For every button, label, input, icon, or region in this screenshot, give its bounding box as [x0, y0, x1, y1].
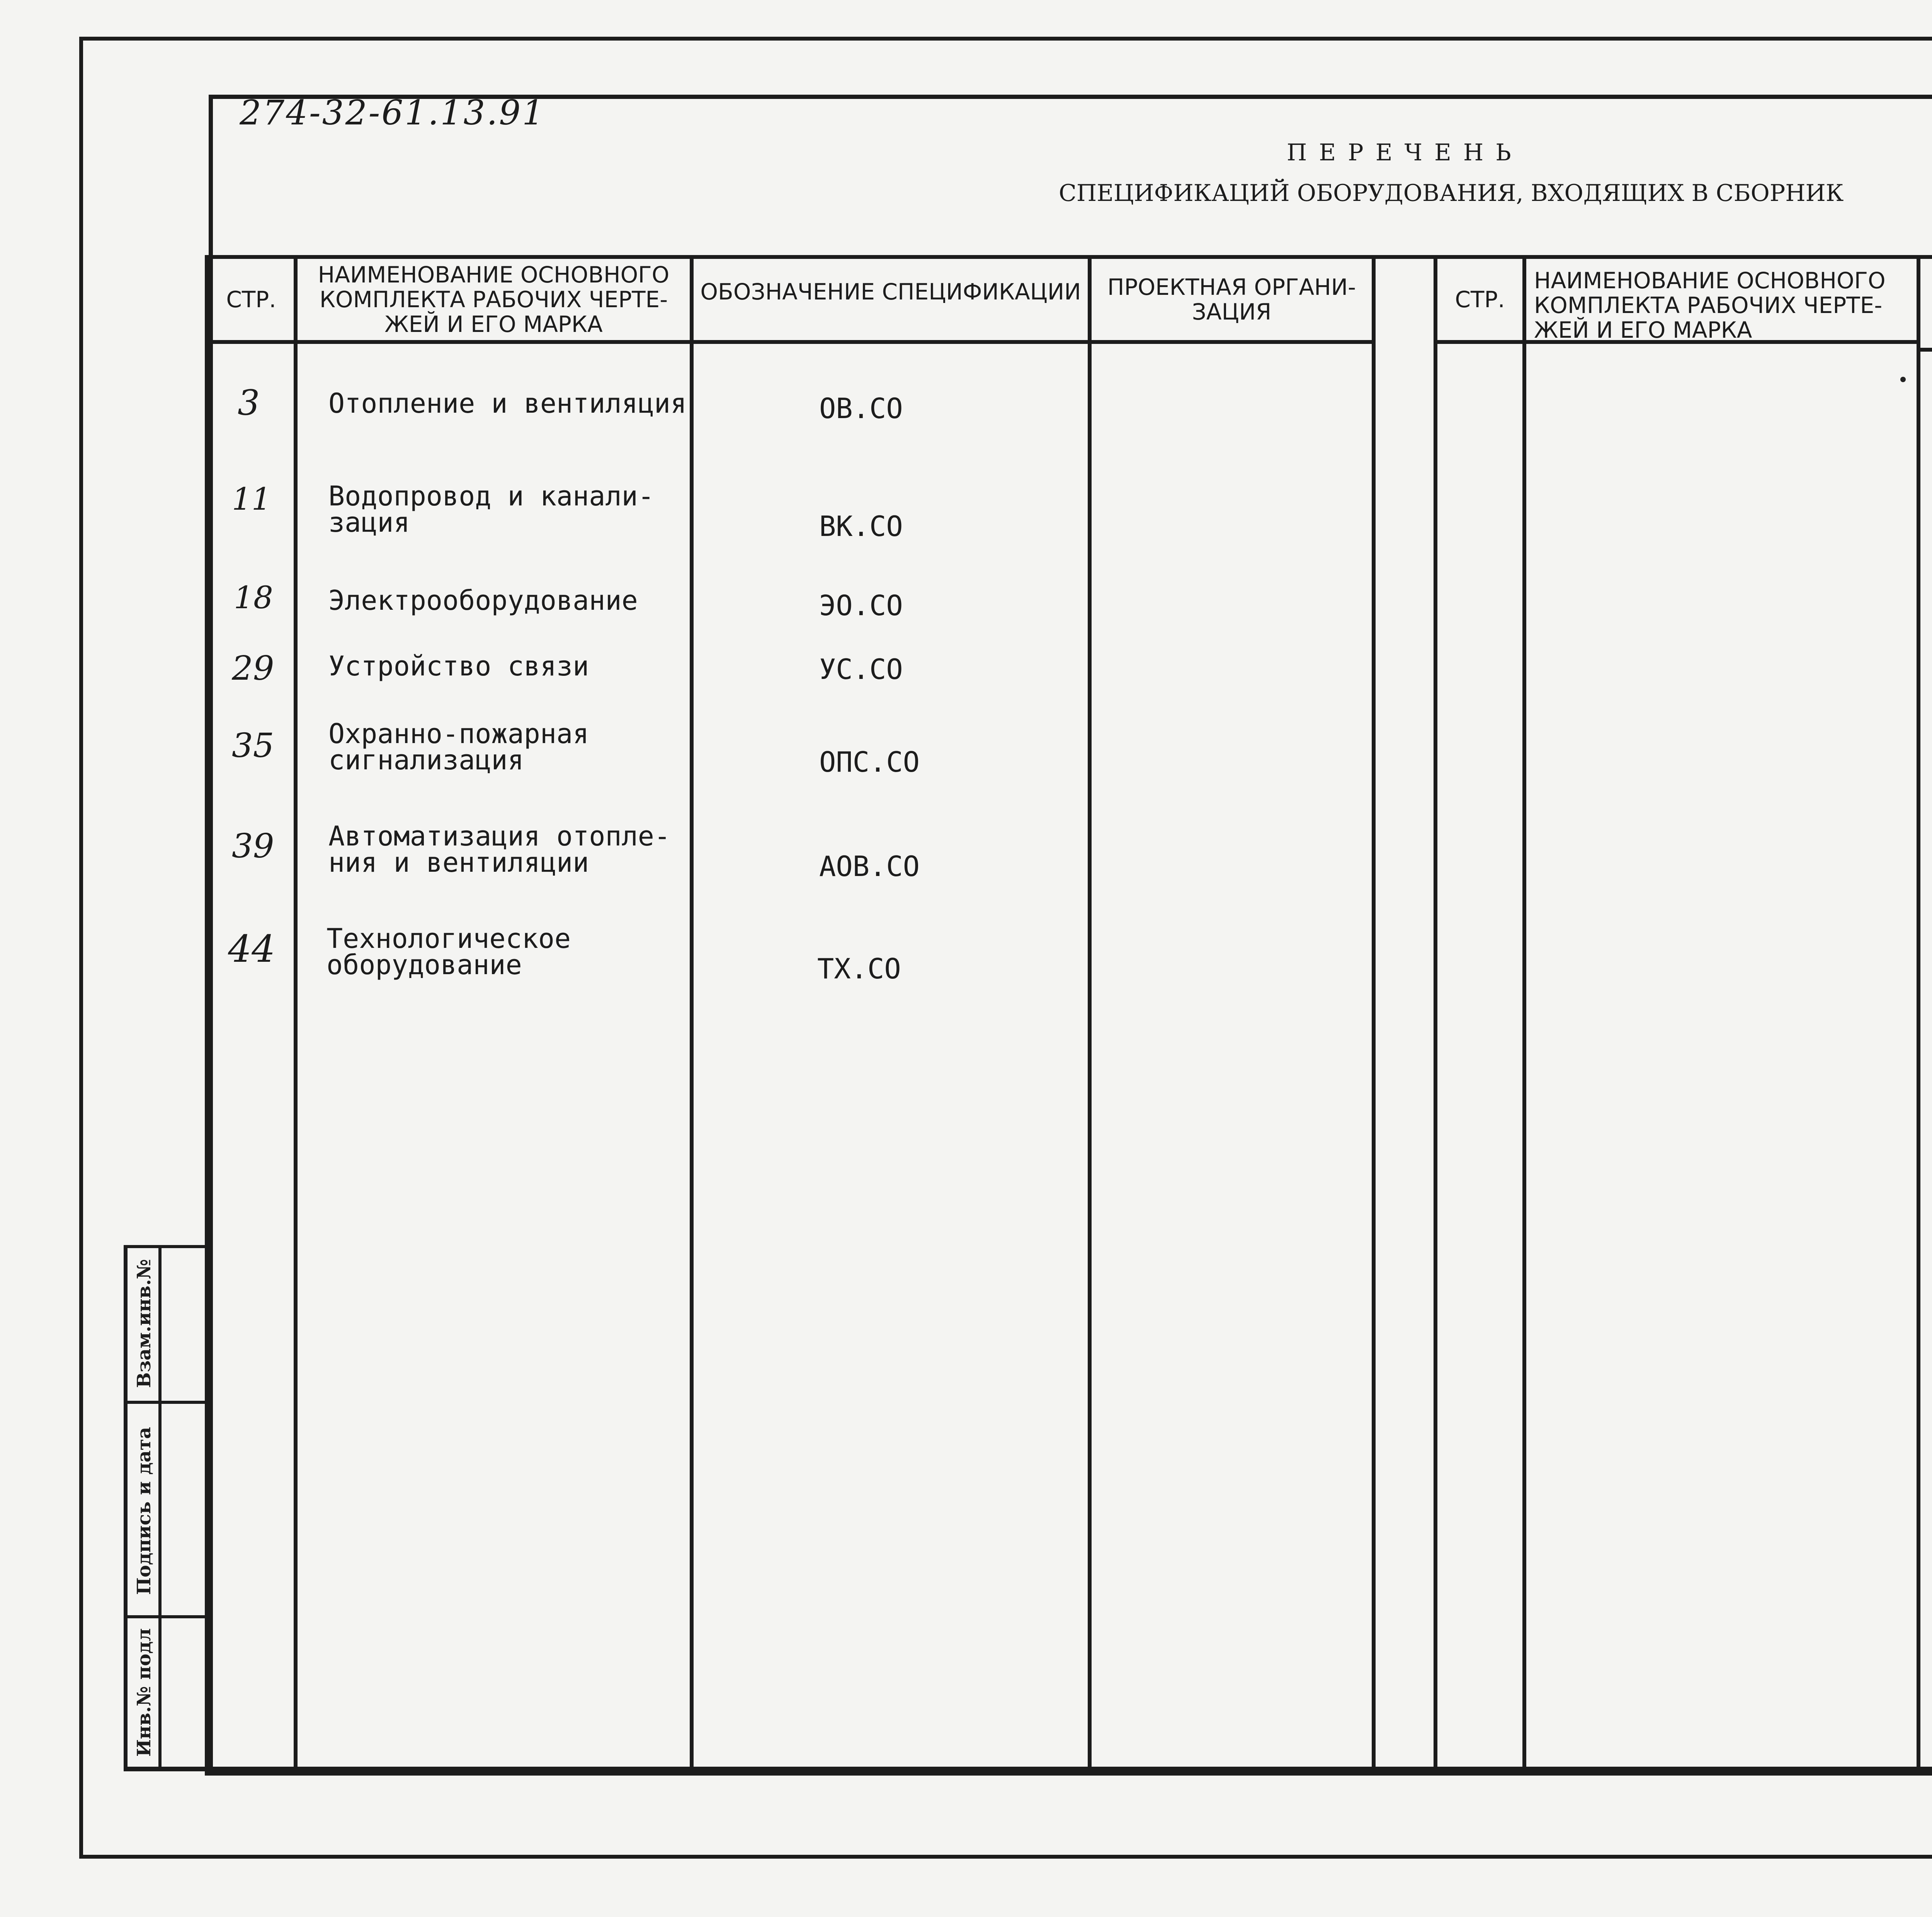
left-table-col-divider	[690, 255, 694, 1776]
right-header-name: НАИМЕНОВАНИЕ ОСНОВНОГО КОМПЛЕКТА РАБОЧИХ ЧЕРТЕ- ЖЕЙ И ЕГО МАРКА	[1534, 267, 1886, 343]
stamp-row-line	[124, 1401, 207, 1404]
stamp-divider	[158, 1246, 162, 1770]
right-table-col-divider	[1522, 255, 1526, 1776]
row-page: 18	[234, 580, 273, 616]
row-page: 39	[232, 827, 274, 866]
row-name: Технологическое оборудование	[327, 923, 571, 981]
row-page: 29	[232, 649, 274, 688]
tables-bottom-line	[124, 1767, 1932, 1771]
row-name: Устройство связи	[328, 650, 589, 682]
left-table-border-right	[1372, 255, 1376, 1776]
row-spec: ЭО.СО	[819, 589, 903, 622]
right-header-page: СТР.	[1455, 286, 1505, 313]
right-table-border-left	[1434, 255, 1437, 1776]
row-spec: АОВ.СО	[819, 850, 920, 883]
row-name: Автоматизация отопле- ния и вентиляции	[328, 820, 671, 878]
document-code: 274-32-61.13.91	[240, 93, 546, 133]
row-page: 11	[232, 481, 271, 517]
list-title: П Е Р Е Ч Е Н Ь	[1287, 139, 1514, 166]
title-divider	[209, 255, 1932, 259]
left-header-page: СТР.	[226, 286, 276, 313]
row-page: 35	[232, 726, 274, 765]
row-name: Охранно-пожарная сигнализация	[328, 718, 589, 776]
row-name: Отопление и вентиляция	[328, 388, 687, 419]
left-header-org: ПРОЕКТНАЯ ОРГАНИ- ЗАЦИЯ	[1107, 274, 1356, 325]
scan-speck	[1900, 377, 1906, 382]
stamp-border-left	[124, 1246, 128, 1770]
right-table-header-line	[1917, 348, 1932, 352]
right-table-col-divider	[1917, 255, 1920, 1776]
row-spec: ОПС.СО	[819, 746, 920, 778]
left-header-spec: ОБОЗНАЧЕНИЕ СПЕЦИФИКАЦИИ	[700, 279, 1081, 305]
row-spec: ТХ.СО	[817, 953, 901, 985]
stamp-label-replacement-inv: Взам.инв.№	[133, 1259, 155, 1388]
row-spec: УС.СО	[819, 653, 903, 685]
left-table-col-divider	[1088, 255, 1092, 1776]
left-table-col-divider	[294, 255, 298, 1776]
right-header-spec	[1920, 270, 1932, 336]
stamp-label-original-inv: Инв.№ подл	[133, 1628, 155, 1757]
stamp-label-signature-date: Подпись и дата	[133, 1427, 155, 1595]
row-page: 44	[228, 927, 276, 971]
row-spec: ВК.СО	[819, 510, 903, 543]
left-table-border-left	[205, 255, 209, 1776]
list-subtitle: СПЕЦИФИКАЦИЙ ОБОРУДОВАНИЯ, ВХОДЯЩИХ В СБОРНИК	[1059, 180, 1844, 207]
row-name: Электрооборудование	[328, 585, 638, 616]
row-name: Водопровод и канали- зация	[328, 480, 654, 538]
left-header-name: НАИМЕНОВАНИЕ ОСНОВНОГО КОМПЛЕКТА РАБОЧИХ ЧЕРТЕ- ЖЕЙ И ЕГО МАРКА	[318, 262, 670, 337]
row-page: 3	[238, 383, 260, 423]
left-table-header-line	[205, 340, 1376, 344]
row-spec: ОВ.СО	[819, 392, 903, 425]
